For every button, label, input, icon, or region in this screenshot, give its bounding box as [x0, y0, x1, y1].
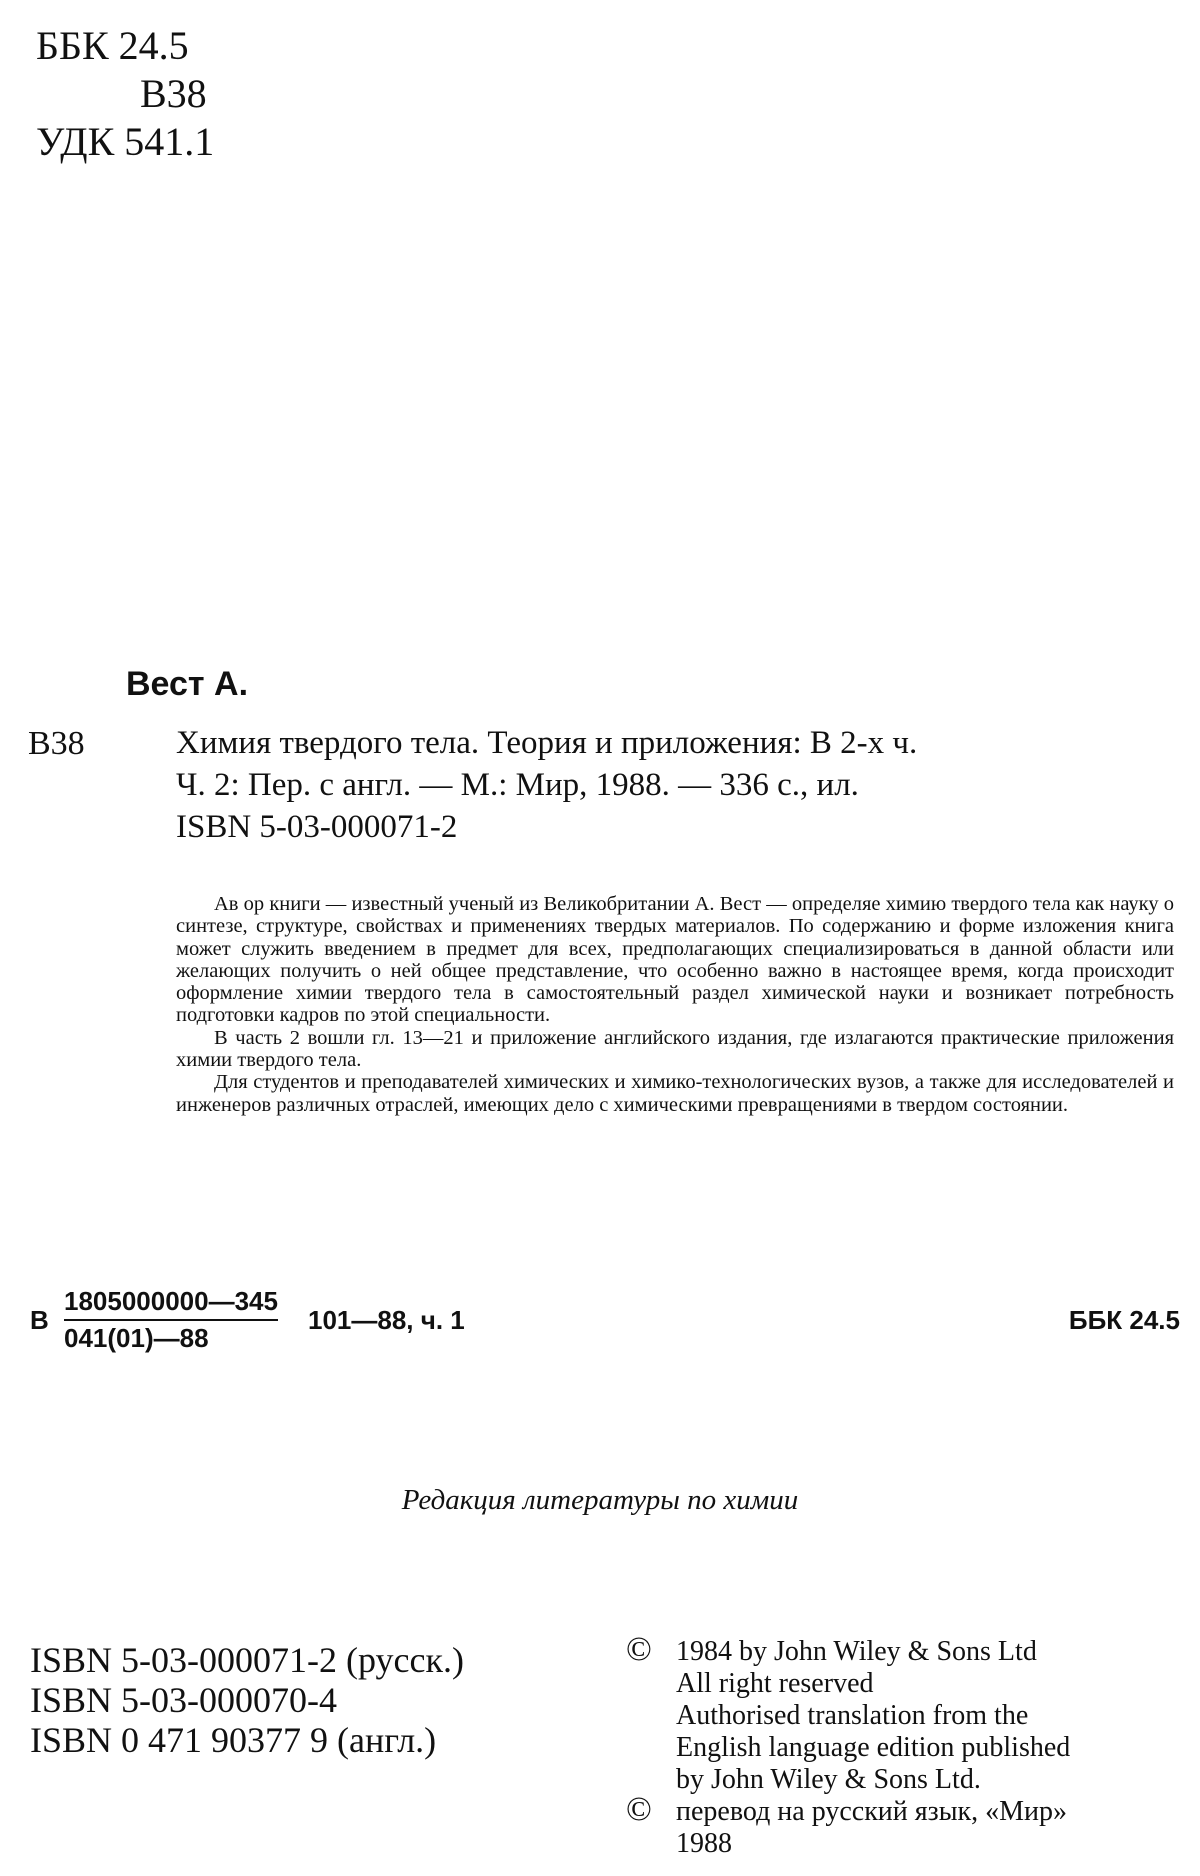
title-line: Ч. 2: Пер. с англ. — М.: Мир, 1988. — 336 с., ил. [176, 767, 859, 803]
copyright-line: by John Wiley & Sons Ltd. [676, 1764, 981, 1795]
annotation-paragraph: Для студентов и преподавателей химических и химико-технологических вузов, а также для исследователей и инженеров различных отраслей, имеющих дело с химическими превращениями в твердом состоянии. [176, 1071, 1174, 1116]
isbn-item: ISBN 5-03-000071-2 (русск.) [30, 1640, 464, 1680]
copyright-icon: © [626, 1791, 652, 1828]
fraction-denominator: 041(01)—88 [64, 1323, 209, 1353]
annotation-paragraph: В часть 2 вошли гл. 13—21 и приложение английского издания, где излагаются практические приложения химии твердого тела. [176, 1026, 1174, 1072]
editorial-office: Редакция литературы по химии [401, 1484, 799, 1516]
title-line: Химия твердого тела. Теория и приложения: В 2-х ч. [176, 725, 918, 761]
copyright-block [626, 1631, 1186, 1860]
annotation [176, 893, 1174, 1116]
catalog-tail: 101—88, ч. 1 [308, 1305, 465, 1335]
translation-copyright-line: © перевод на русский язык, «Мир» [626, 1791, 1068, 1828]
isbn-item: ISBN 5-03-000070-4 [30, 1680, 337, 1720]
copyright-line: Authorised translation from the [676, 1700, 1029, 1731]
bbk-code: ББК 24.5 [36, 23, 189, 68]
copyright-icon: © [626, 1631, 652, 1668]
classification-block [36, 22, 214, 166]
copyright-line: © 1984 by John Wiley & Sons Ltd [626, 1631, 1037, 1668]
catalog-code: В38 [28, 725, 85, 762]
title-isbn: ISBN 5-03-000071-2 [176, 809, 458, 845]
catalog-fraction [64, 1285, 278, 1355]
isbn-list [30, 1640, 464, 1760]
catalog-bbk: ББК 24.5 [1068, 1305, 1180, 1335]
catalog-line [30, 1285, 1180, 1365]
copyright-line: All right reserved [676, 1668, 874, 1699]
author-name: Вест А. [126, 665, 249, 703]
title-block [176, 722, 1176, 848]
copyright-line: English language edition published [676, 1732, 1071, 1763]
isbn-item: ISBN 0 471 90377 9 (англ.) [30, 1720, 437, 1760]
catalog-code-top: В38 [140, 71, 207, 116]
annotation-paragraph: Ав ор книги — известный ученый из Великобритании А. Вест — определяе химию твердого тела как науку о синтезе, структуре, свойствах и применениях твердых материалов. По содержанию и форме изложения книга может служить введением в предмет для всех, предполагающих специализироваться в данной области или желающих получить о ней общее представление, что особенно важно в настоящее время, когда происходит оформление химии твердого тела в самостоятельный раздел химической науки и возникает потребность подготовки кадров по этой специальности. [176, 893, 1174, 1027]
translation-copyright-year: 1988 [676, 1828, 732, 1859]
catalog-letter: В [30, 1305, 49, 1335]
udk-code: УДК 541.1 [36, 119, 215, 164]
fraction-numerator: 1805000000—345 [64, 1285, 278, 1321]
